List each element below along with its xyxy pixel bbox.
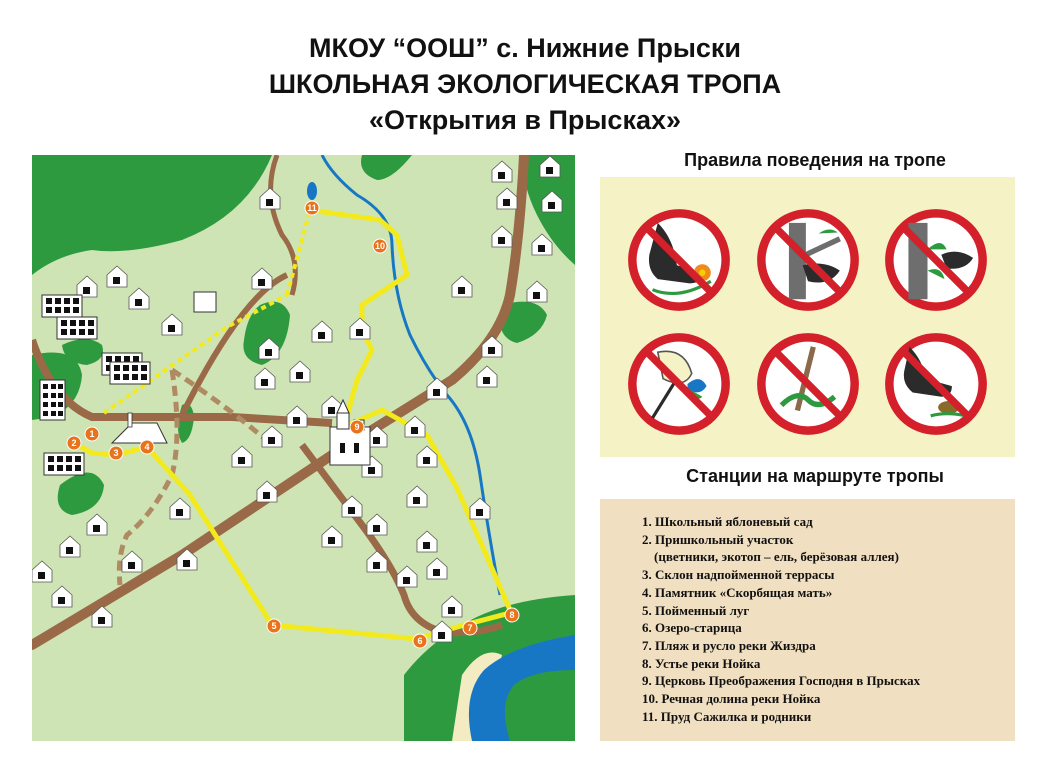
pond-sazhilka [307,182,317,200]
school-name-title: МКОУ “ООШ” с. Нижние Прыски [309,33,741,63]
list-item: (цветники, экотоп – ель, берёзовая аллея) [654,549,899,565]
list-item: 10. Речная долина реки Нойка [642,691,821,707]
station-marker-5[interactable] [267,619,281,633]
svg-text:11: 11 [307,203,317,213]
station-marker-11[interactable] [305,201,319,215]
monument [128,413,132,427]
station-marker-4[interactable] [140,440,154,454]
station-marker-1[interactable] [85,427,99,441]
svg-text:8: 8 [509,610,515,620]
apartment-building [110,362,150,384]
apartment-building [194,292,216,312]
trail-title: ШКОЛЬНАЯ ЭКОЛОГИЧЕСКАЯ ТРОПА [268,69,782,99]
rules-panel [600,177,1015,457]
list-item: 11. Пруд Сажилка и родники [642,708,812,724]
list-item: 8. Устье реки Нойка [642,655,761,671]
no-crushing-insects-icon [883,331,989,437]
svg-text:5: 5 [271,621,277,631]
trail-map [32,155,575,741]
apartment-building [42,295,82,317]
list-item: 7. Пляж и русло реки Жиздра [642,637,816,653]
svg-text:6: 6 [417,636,423,646]
stations-panel [600,499,1015,741]
station-marker-6[interactable] [413,634,427,648]
no-harming-snakes-icon [755,331,861,437]
list-item: 6. Озеро-старица [642,620,742,636]
list-item: 9. Церковь Преображения Господня в Прысках [642,673,921,689]
svg-text:1: 1 [89,429,95,439]
list-item: 5. Пойменный луг [642,602,750,618]
list-item: 4. Памятник «Скорбящая мать» [642,584,833,600]
station-marker-3[interactable] [109,446,123,460]
list-item: 3. Склон надпойменной террасы [642,567,835,583]
svg-text:2: 2 [71,438,77,448]
list-item: 1. Школьный яблоневый сад [642,514,813,529]
no-catching-butterflies-icon [626,331,732,437]
svg-text:7: 7 [467,623,473,633]
svg-text:3: 3 [113,448,119,458]
rules-heading: Правила поведения на тропе [684,150,946,170]
station-marker-9[interactable] [350,420,364,434]
list-item: 2. Пришкольный участок [642,531,794,547]
svg-text:9: 9 [354,422,360,432]
station-marker-10[interactable] [373,239,387,253]
station-marker-2[interactable] [67,436,81,450]
stations-list [642,513,920,725]
stations-heading: Станции на маршруте тропы [686,466,944,486]
svg-text:4: 4 [144,442,150,452]
station-marker-7[interactable] [463,621,477,635]
trail-subtitle: «Открытия в Прысках» [368,105,682,135]
no-picking-plants-icon [883,207,989,313]
station-marker-8[interactable] [505,608,519,622]
svg-text:10: 10 [374,241,386,251]
no-trampling-flowers-icon [626,207,732,313]
no-breaking-branches-icon [755,207,861,313]
apartment-building [44,453,84,475]
apartment-building [57,317,97,339]
